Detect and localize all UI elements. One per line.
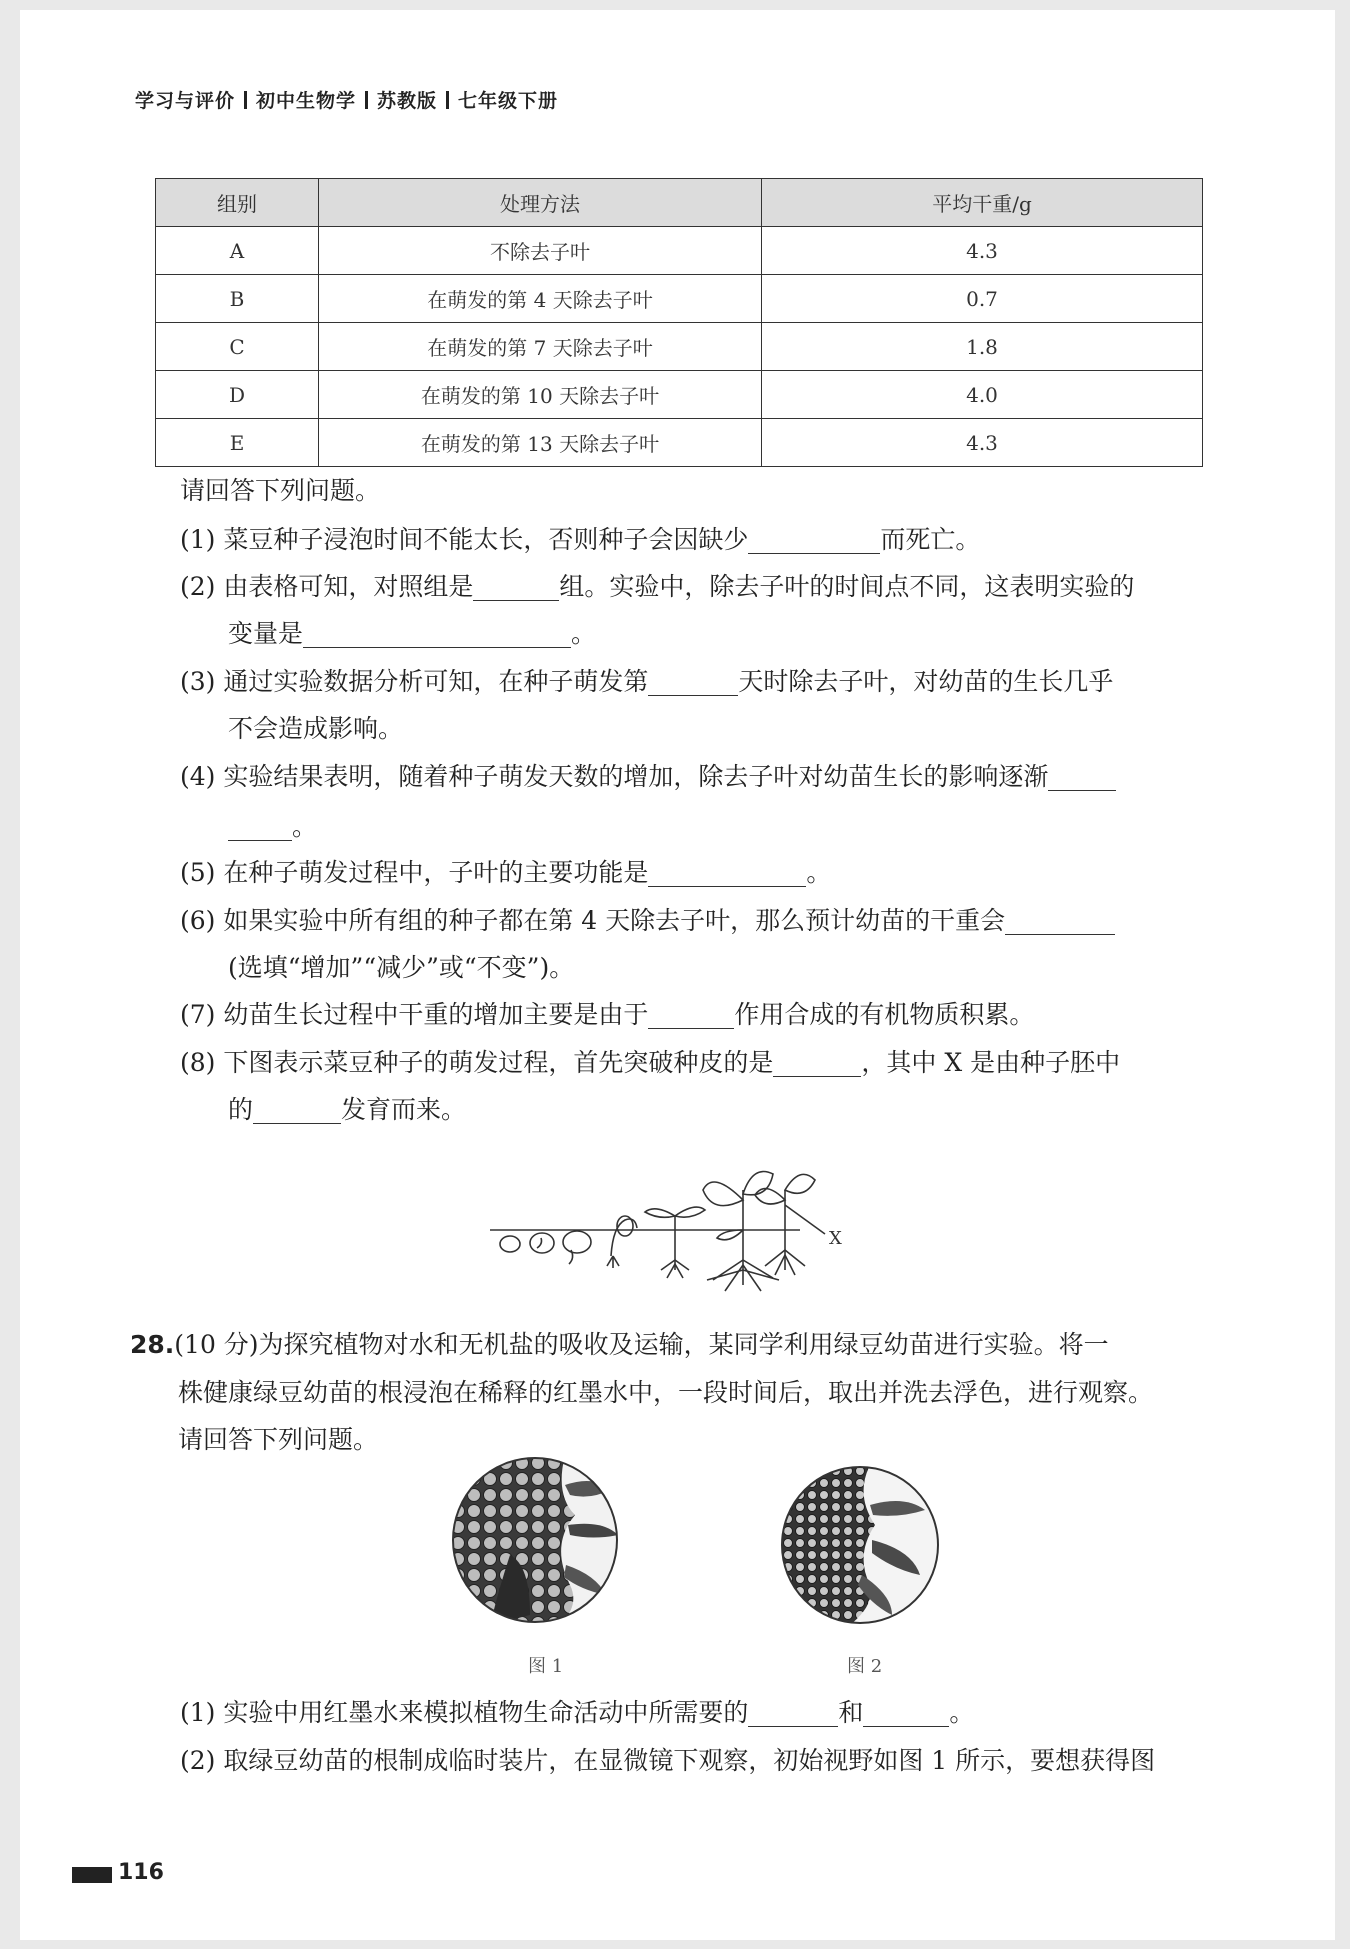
q27-sub1 bbox=[180, 516, 980, 563]
table-cell: E bbox=[156, 419, 319, 467]
table-cell: 在萌发的第 13 天除去子叶 bbox=[319, 419, 762, 467]
answer-blank bbox=[648, 669, 738, 696]
q28-sub1 bbox=[180, 1689, 974, 1736]
table-row bbox=[156, 323, 1203, 371]
q27-sub8-text: (8) 下图表示菜豆种子的萌发过程，首先突破种皮的是 bbox=[180, 1048, 774, 1077]
table-cell: 在萌发的第 10 天除去子叶 bbox=[319, 371, 762, 419]
figure-1-caption: 图 1 bbox=[528, 1656, 564, 1677]
answer-blank bbox=[648, 1002, 734, 1029]
answer-blank bbox=[748, 527, 880, 554]
answer-blank bbox=[473, 574, 559, 601]
table-cell: 0.7 bbox=[762, 275, 1203, 323]
q27-sub4 bbox=[180, 753, 1116, 800]
table-cell: 4.0 bbox=[762, 371, 1203, 419]
table-cell: 在萌发的第 4 天除去子叶 bbox=[319, 275, 762, 323]
figure-2-caption: 图 2 bbox=[847, 1656, 883, 1677]
q27-sub2-text: (2) 由表格可知，对照组是 bbox=[180, 572, 474, 601]
q28-sub1-text: (1) 实验中用红墨水来模拟植物生命活动中所需要的 bbox=[180, 1698, 749, 1727]
q27-sub8 bbox=[180, 1039, 1120, 1086]
q27-sub8-text-cont: ，其中 X 是由种子胚中 bbox=[861, 1048, 1121, 1077]
header-edition: 苏教版 bbox=[377, 90, 438, 112]
seed-stage-2 bbox=[530, 1233, 554, 1253]
q27-intro: 请回答下列问题。 bbox=[180, 476, 381, 505]
table-cell: D bbox=[156, 371, 319, 419]
table-cell: C bbox=[156, 323, 319, 371]
q27-sub4-end: 。 bbox=[292, 812, 318, 841]
q27-sub3-line2: 不会造成影响。 bbox=[228, 714, 404, 743]
q27-sub7-text: (7) 幼苗生长过程中干重的增加主要是由于 bbox=[180, 1000, 649, 1029]
running-header bbox=[135, 86, 558, 113]
q27-sub5-text: (5) 在种子萌发过程中，子叶的主要功能是 bbox=[180, 858, 649, 887]
q27-sub8-line2 bbox=[228, 1086, 466, 1133]
q27-sub2-end: 。 bbox=[571, 619, 597, 648]
table-cell: 4.3 bbox=[762, 419, 1203, 467]
table-cell: 1.8 bbox=[762, 323, 1203, 371]
answer-blank bbox=[1048, 764, 1116, 791]
seed-stage-1 bbox=[500, 1236, 520, 1252]
germination-figure bbox=[485, 1160, 865, 1295]
answer-blank bbox=[303, 621, 571, 648]
page-number-bar bbox=[72, 1867, 112, 1883]
q28-sub1-end: 。 bbox=[949, 1698, 975, 1727]
q27-sub3-text: (3) 通过实验数据分析可知，在种子萌发第 bbox=[180, 667, 649, 696]
q27-sub5 bbox=[180, 849, 831, 896]
table-row bbox=[156, 419, 1203, 467]
q27-sub2-variable-label: 变量是 bbox=[228, 619, 304, 648]
q27-sub3-text-cont: 天时除去子叶，对幼苗的生长几乎 bbox=[738, 667, 1114, 696]
header-divider bbox=[365, 91, 368, 109]
table-cell: 4.3 bbox=[762, 227, 1203, 275]
q27-sub2-line2 bbox=[228, 610, 596, 657]
q27-sub8-end: 发育而来。 bbox=[341, 1095, 467, 1124]
header-divider bbox=[244, 91, 247, 109]
q27-sub6 bbox=[180, 897, 1115, 944]
q27-sub7-end: 作用合成的有机物质积累。 bbox=[734, 1000, 1035, 1029]
q27-sub3 bbox=[180, 658, 1113, 705]
q28-sub2: (2) 取绿豆幼苗的根制成临时装片，在显微镜下观察，初始视野如图 1 所示，要想获得图 bbox=[180, 1746, 1156, 1775]
seedling-hook bbox=[607, 1216, 637, 1268]
q27-sub4-text: (4) 实验结果表明，随着种子萌发天数的增加，除去子叶对幼苗生长的影响逐渐 bbox=[180, 762, 1049, 791]
label-x: X bbox=[829, 1228, 842, 1249]
column-header: 平均干重/g bbox=[762, 179, 1203, 227]
q28-number: 28. bbox=[130, 1330, 175, 1359]
table-cell: 在萌发的第 7 天除去子叶 bbox=[319, 323, 762, 371]
q27-sub1-text-end: 而死亡。 bbox=[880, 525, 981, 554]
q27-sub5-end: 。 bbox=[806, 858, 832, 887]
q27-sub8-de: 的 bbox=[228, 1095, 254, 1124]
answer-blank bbox=[648, 860, 806, 887]
q28-sub1-and: 和 bbox=[838, 1698, 864, 1727]
q27-sub2 bbox=[180, 563, 1134, 610]
answer-blank bbox=[228, 814, 292, 841]
table-cell: 不除去子叶 bbox=[319, 227, 762, 275]
seed-stage-3 bbox=[563, 1231, 591, 1264]
header-divider bbox=[446, 91, 449, 109]
q28-line2: 株健康绿豆幼苗的根浸泡在稀释的红墨水中，一段时间后，取出并洗去浮色，进行观察。 bbox=[178, 1378, 1154, 1407]
table-cell: B bbox=[156, 275, 319, 323]
table-cell: A bbox=[156, 227, 319, 275]
q27-sub4-line2 bbox=[228, 803, 317, 850]
table-row bbox=[156, 371, 1203, 419]
q28-line1 bbox=[130, 1321, 1109, 1368]
q28-text-line1: (10 分)为探究植物对水和无机盐的吸收及运输，某同学利用绿豆幼苗进行实验。将一 bbox=[174, 1330, 1109, 1359]
header-grade: 七年级下册 bbox=[458, 90, 559, 112]
header-level: 初中生物学 bbox=[256, 90, 357, 112]
page-number: 116 bbox=[118, 1860, 164, 1885]
answer-blank bbox=[748, 1700, 838, 1727]
q27-sub7 bbox=[180, 991, 1034, 1038]
answer-blank bbox=[1005, 908, 1115, 935]
q27-sub6-text: (6) 如果实验中所有组的种子都在第 4 天除去子叶，那么预计幼苗的干重会 bbox=[180, 906, 1006, 935]
table-row bbox=[156, 227, 1203, 275]
micrograph-figure-1 bbox=[450, 1455, 630, 1625]
column-header: 处理方法 bbox=[319, 179, 762, 227]
q27-sub6-line2: (选填“增加”“减少”或“不变”)。 bbox=[228, 953, 575, 982]
answer-blank bbox=[863, 1700, 949, 1727]
answer-blank bbox=[773, 1050, 861, 1077]
q27-sub2-text-cont: 组。实验中，除去子叶的时间点不同，这表明实验的 bbox=[559, 572, 1135, 601]
q27-sub1-text: (1) 菜豆种子浸泡时间不能太长，否则种子会因缺少 bbox=[180, 525, 749, 554]
table-row bbox=[156, 275, 1203, 323]
seedling-young bbox=[645, 1207, 705, 1278]
table-header-row bbox=[156, 179, 1203, 227]
answer-blank bbox=[253, 1097, 341, 1124]
header-series: 学习与评价 bbox=[135, 90, 236, 112]
results-table bbox=[155, 178, 1203, 467]
column-header: 组别 bbox=[156, 179, 319, 227]
micrograph-figure-2 bbox=[770, 1465, 950, 1625]
q28-line3: 请回答下列问题。 bbox=[178, 1425, 379, 1454]
